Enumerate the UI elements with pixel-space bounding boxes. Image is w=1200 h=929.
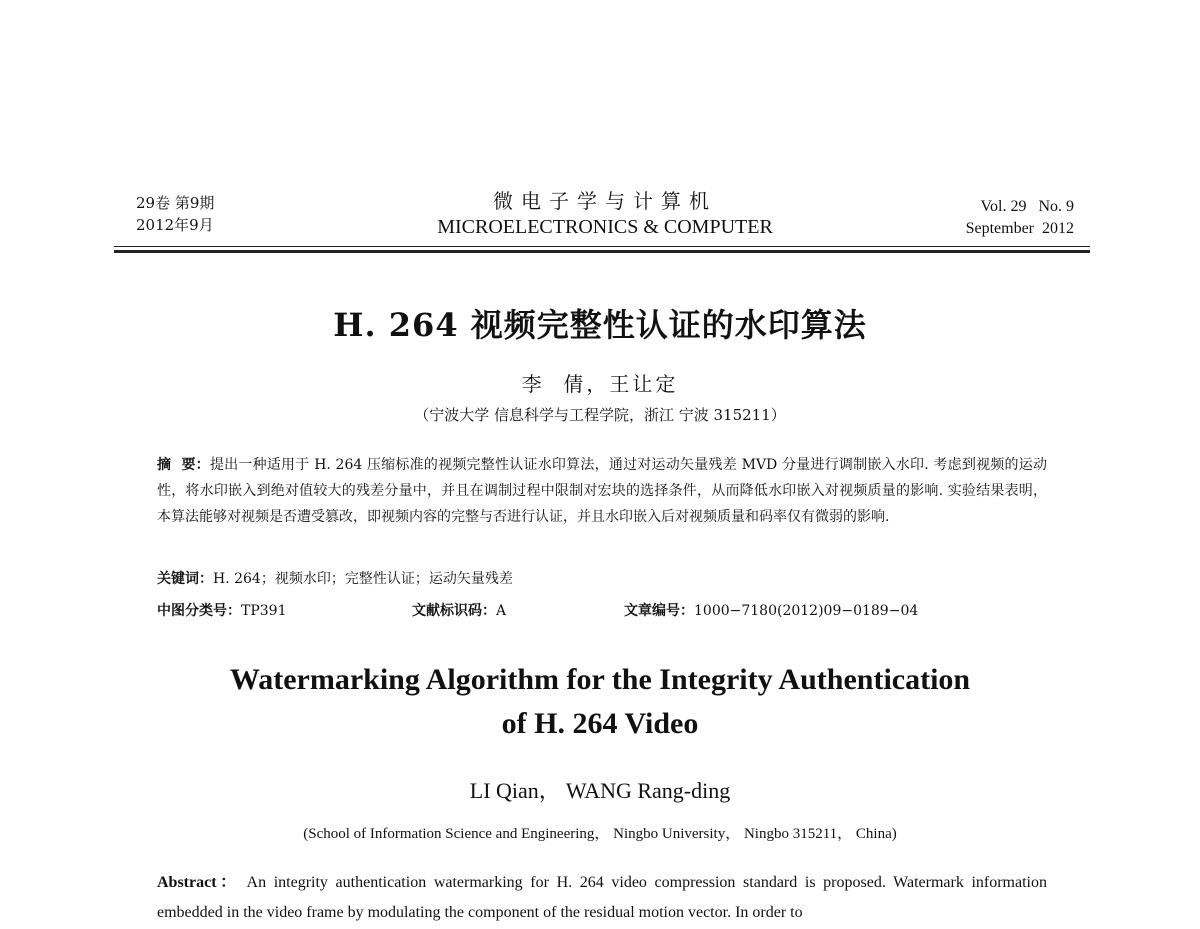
document-code — [412, 600, 506, 620]
doc-code-label: 文献标识码： — [412, 603, 496, 619]
date-cn: 2012年9月 — [136, 216, 214, 234]
clc-value: TP391 — [241, 603, 287, 619]
abstract-cn-text: 提出一种适用于 H. 264 压缩标准的视频完整性认证水印算法，通过对运动矢量残差 MVD 分量进行调制嵌入水印. 考虑到视频的运动性，将水印嵌入到绝对值较大的残差分量中，并且在调制过程中限制对宏块的选择条件，从而降低水印嵌入对视频质量的影响. 实验结果表明，本算法能够对视频是否遭受篡改，即视频内容的完整与否进行认证，并且水印嵌入后对视频质量和码率仅有微弱的影响. — [157, 457, 1048, 525]
journal-name-en: MICROELECTRONICS & COMPUTER — [437, 216, 773, 238]
paper-title-en-line2: of H. 264 Video — [501, 707, 699, 740]
header-rule-thick — [114, 250, 1090, 253]
clc-number — [157, 600, 286, 620]
paper-title-en — [0, 658, 1200, 746]
doc-code-value: A — [496, 603, 507, 619]
article-number-value: 1000−7180(2012)09−0189−04 — [694, 603, 919, 619]
keywords — [157, 568, 513, 588]
journal-title — [400, 188, 810, 240]
header-issue-en — [966, 196, 1074, 240]
affiliation-en: (School of Information Science and Engineering， Ningbo University， Ningbo 315211， China) — [303, 826, 897, 842]
paper-title-cn: H. 264 视频完整性认证的水印算法 — [333, 306, 867, 344]
header-issue-cn — [136, 192, 214, 236]
affiliation-cn: （宁波大学 信息科学与工程学院，浙江 宁波 315211） — [414, 406, 786, 424]
authors-cn: 李 倩，王让定 — [521, 372, 679, 396]
date-en: September 2012 — [965, 220, 1074, 237]
abstract-cn — [157, 452, 1047, 530]
abstract-en — [157, 868, 1047, 928]
keywords-label: 关键词： — [157, 571, 213, 587]
authors-en: LI Qian， WANG Rang-ding — [469, 778, 731, 803]
abstract-cn-label: 摘 要： — [157, 457, 210, 473]
abstract-en-label: Abstract： — [157, 874, 240, 891]
article-number-label: 文章编号： — [624, 603, 694, 619]
paper-title-en-line1: Watermarking Algorithm for the Integrity Authentication — [229, 663, 971, 696]
volume-en: Vol. 29 No. 9 — [980, 198, 1074, 215]
journal-name-cn: 微电子学与计算机 — [493, 189, 717, 213]
abstract-en-text: An integrity authentication watermarking for H. 264 video compression standard is proposed. Watermark information embedded in the video frame by modulating the component of the residual motion vector. In order to — [157, 874, 1047, 921]
header-rule-thin — [114, 246, 1090, 247]
article-number — [624, 600, 918, 620]
clc-label: 中图分类号： — [157, 603, 241, 619]
volume-cn: 29卷 第9期 — [136, 194, 215, 212]
keywords-text: H. 264；视频水印；完整性认证；运动矢量残差 — [213, 571, 513, 587]
